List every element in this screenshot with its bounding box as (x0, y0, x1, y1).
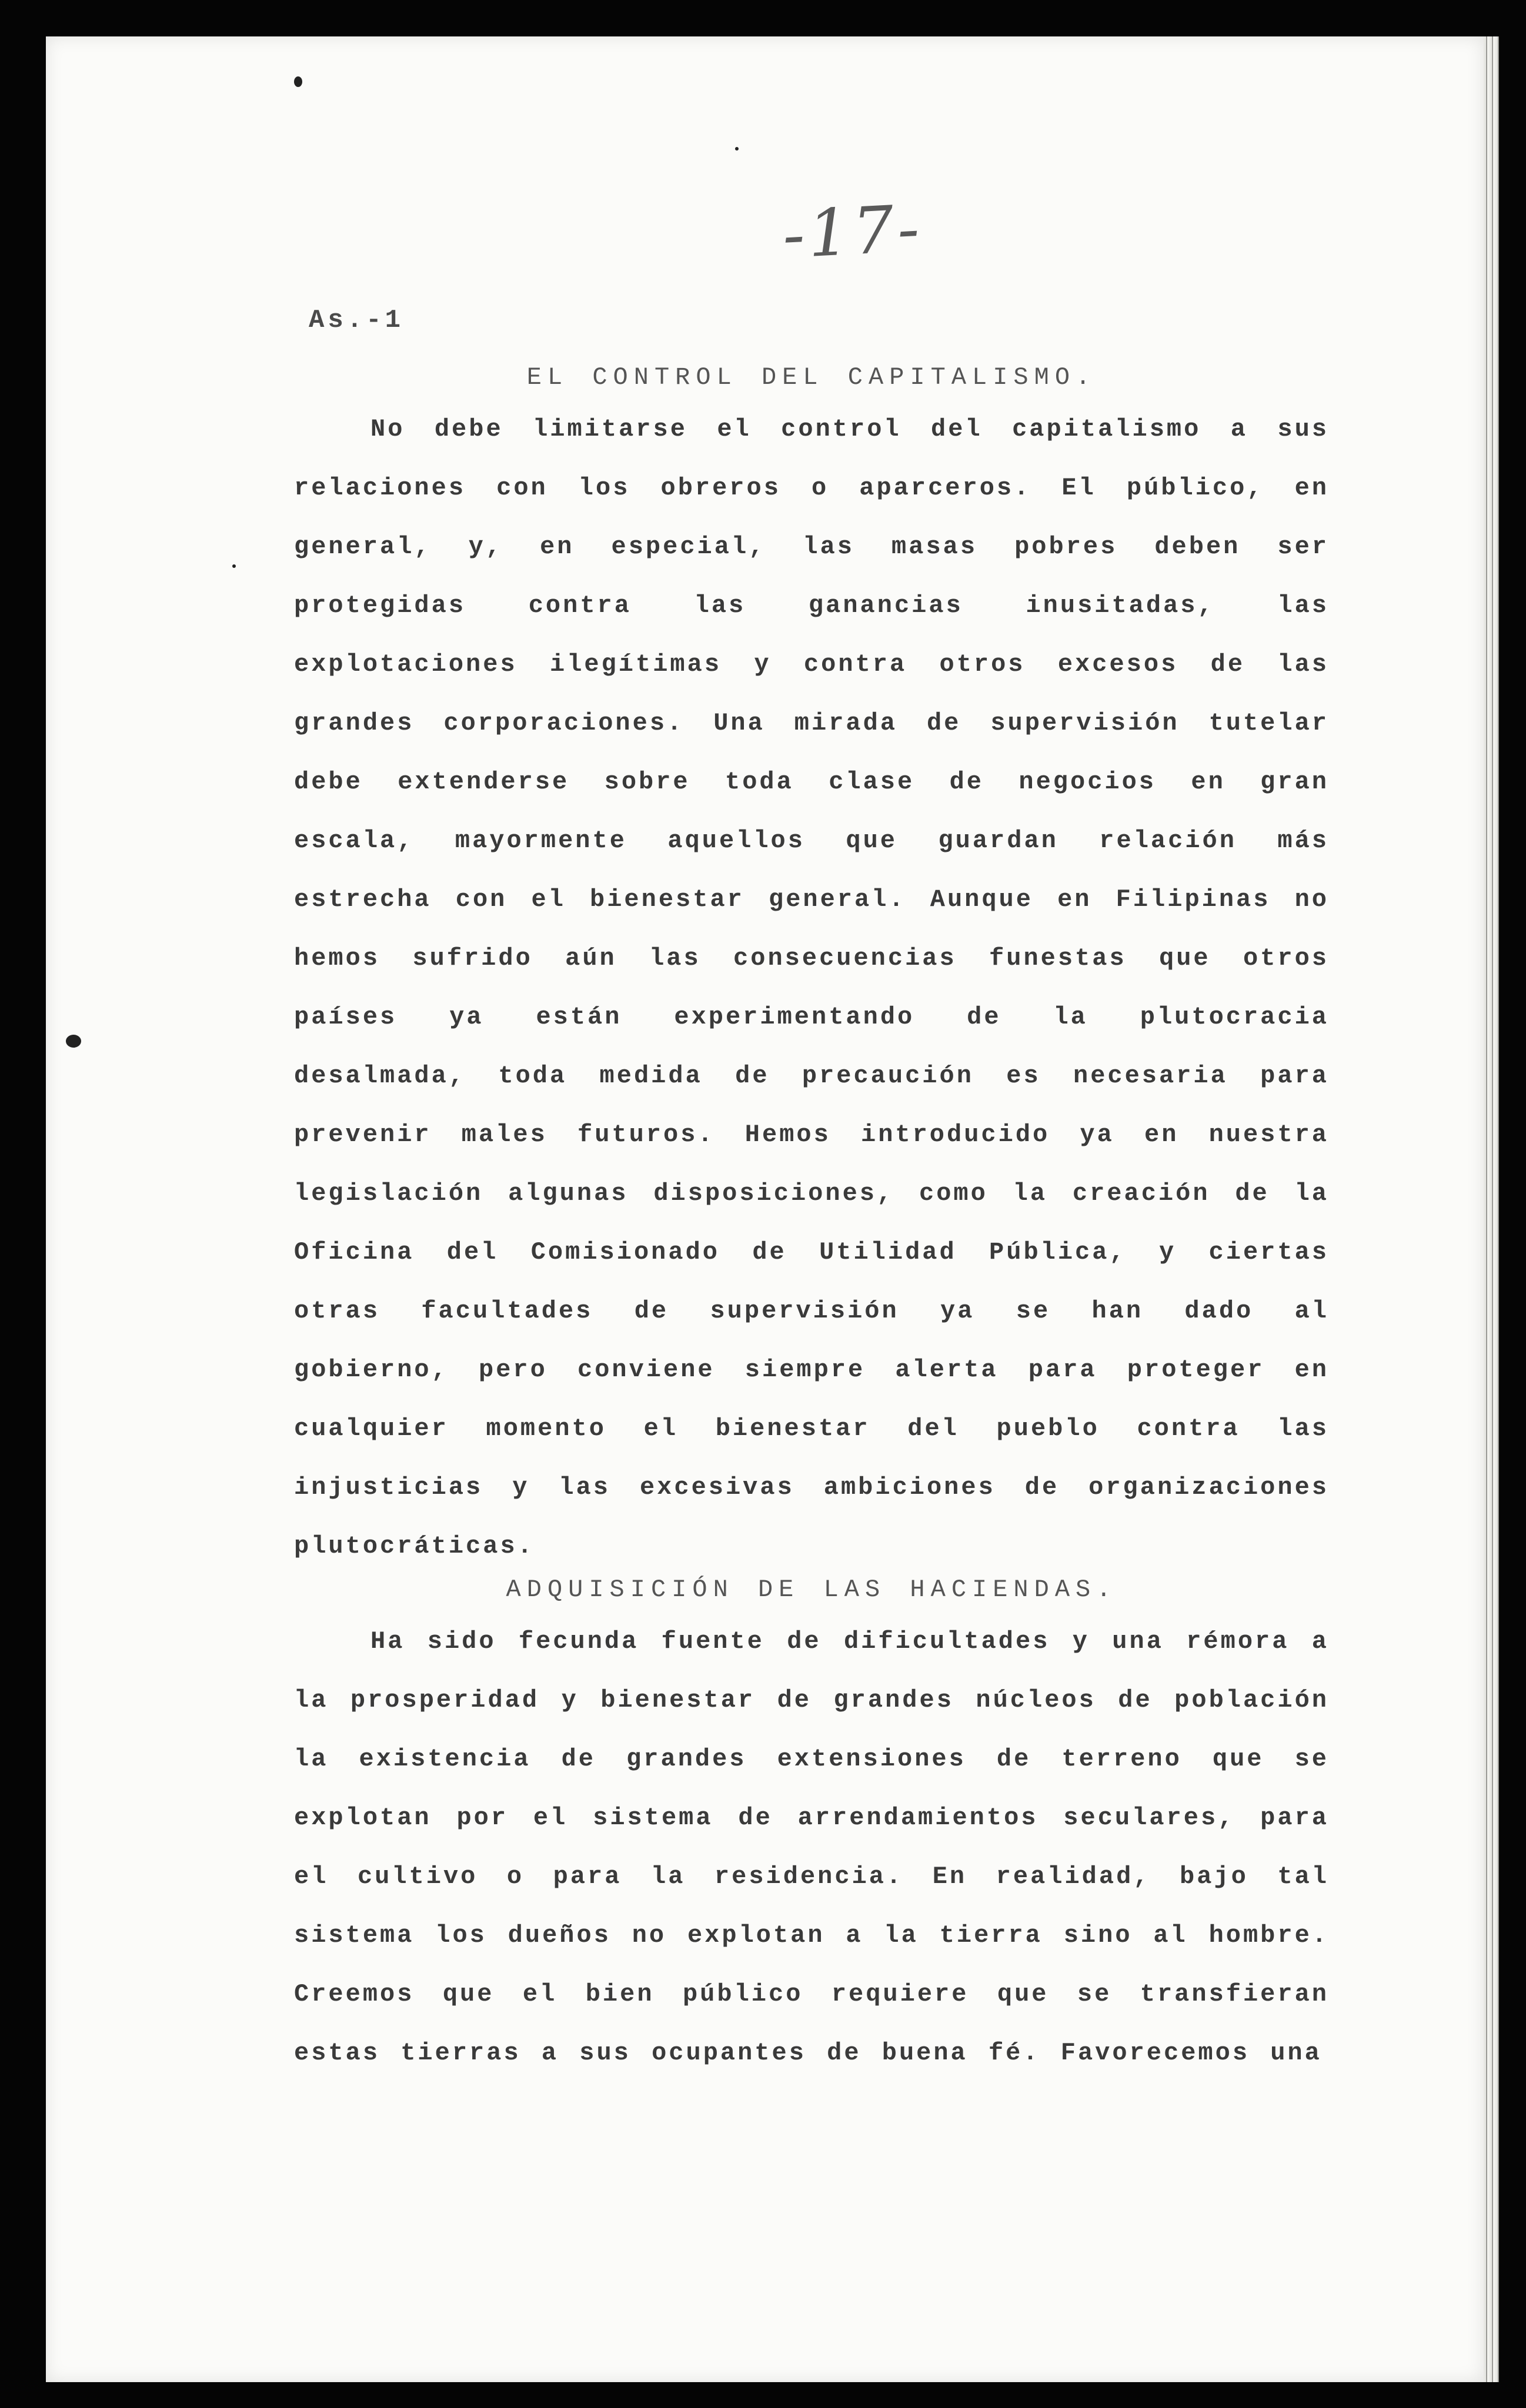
section-heading-haciendas: ADQUISICIÓN DE LAS HACIENDAS. (506, 1576, 1117, 1604)
page-number: -17- (780, 190, 925, 273)
page-stack-edge (1484, 36, 1499, 2382)
document-body (294, 353, 1329, 2082)
section-paragraph-haciendas: Ha sido fecunda fuente de dificultades y una rémora a la prosperidad y bienestar de grandes núcleos de población la existencia de grandes extensiones de terreno que se explotan por el sistema de arrendamientos seculares, para el cultivo o para la residencia. En realidad, bajo tal sistema los dueños no explotan a la tierra sino al hombre. Creemos que el bien público requiere que se transfieran estas tierras a sus ocupantes de buena fé. Favorecemos una (294, 1627, 1329, 2067)
ink-speck (294, 76, 302, 87)
ink-speck (735, 147, 739, 150)
ink-speck (232, 564, 236, 568)
section-heading-capitalism: EL CONTROL DEL CAPITALISMO. (526, 363, 1097, 392)
reference-mark: As.-1 (309, 306, 405, 335)
ink-speck (66, 1035, 81, 1048)
section-paragraph-capitalism: No debe limitarse el control del capitalismo a sus relaciones con los obreros o aparceros. El público, en general, y, en especial, las masas pobres deben ser protegidas contra las ganancias inusitadas, las explotaciones ilegítimas y contra otros excesos de las grandes corporaciones. Una mirada de supervisión tutelar debe extenderse sobre toda clase de negocios en gran escala, mayormente aquellos que guardan relación más estrecha con el bienestar general. Aunque en Filipinas no hemos sufrido aún las consecuencias funestas que otros países ya están experimentando de la plutocracia desalmada, toda medida de precaución es necesaria para prevenir males futuros. Hemos introducido ya en nuestra legislación algunas disposiciones, como la creación de la Oficina del Comisionado de Utilidad Pública, y ciertas otras facultades de supervisión ya se han dado al gobierno, pero conviene siempre alerta para proteger en cualquier momento el bienestar del pueblo contra las injusticias y las excesivas ambiciones de organizaciones plutocráticas. (294, 415, 1329, 1560)
